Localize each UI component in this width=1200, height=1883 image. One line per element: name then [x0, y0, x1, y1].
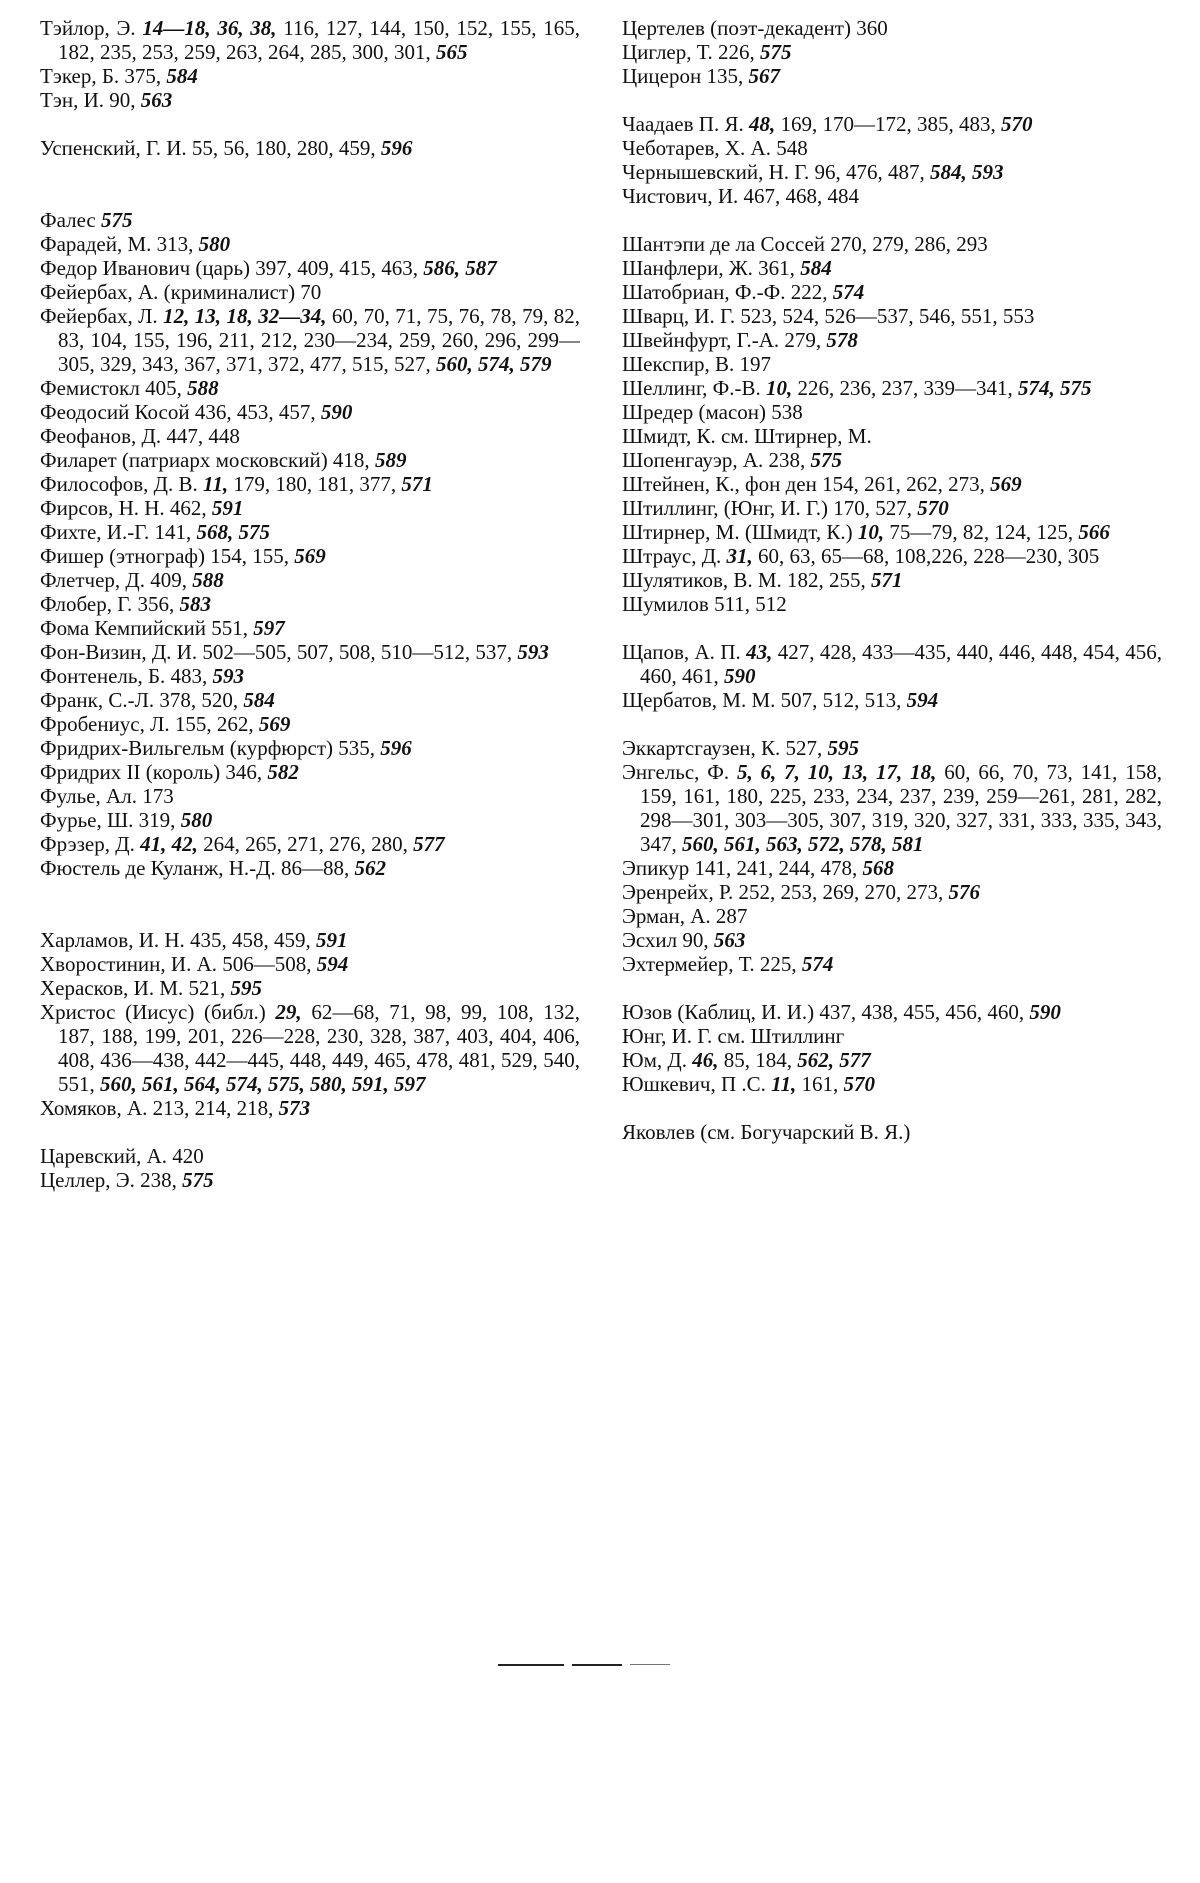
index-entry: Фейербах, Л. 12, 13, 18, 32—34, 60, 70, 71, 75, 76, 78, 79, 82, 83, 104, 155, 196, 211, 212, 230—234, 259, 260, 296, 299—305, 329, 343, 367, 371, 372, 477, 515, 527, 560, 574, 579 — [40, 304, 581, 376]
index-entry: Шопенгауэр, А. 238, 575 — [622, 448, 843, 472]
index-entry: Швейнфурт, Г.-А. 279, 578 — [622, 328, 858, 352]
index-entry: Тэкер, Б. 375, 584 — [40, 64, 198, 88]
index-entry: Тэн, И. 90, 563 — [40, 88, 173, 112]
index-entry: Чистович, И. 467, 468, 484 — [622, 184, 859, 208]
index-entry: Шанфлери, Ж. 361, 584 — [622, 256, 832, 280]
index-entry: Штраус, Д. 31, 60, 63, 65—68, 108,226, 228—230, 305 — [622, 544, 1100, 568]
index-entry: Штейнен, К., фон ден 154, 261, 262, 273, 569 — [622, 472, 1022, 496]
index-column-right — [622, 16, 1162, 1144]
index-entry: Шантэпи де ла Соссей 270, 279, 286, 293 — [622, 232, 988, 256]
index-entry: Юшкевич, П .С. 11, 161, 570 — [622, 1072, 875, 1096]
index-entry: Феофанов, Д. 447, 448 — [40, 424, 240, 448]
index-entry: Чернышевский, Н. Г. 96, 476, 487, 584, 593 — [622, 160, 1004, 184]
index-entry: Фонтенель, Б. 483, 593 — [40, 664, 245, 688]
index-entry: Щербатов, М. М. 507, 512, 513, 594 — [622, 688, 939, 712]
index-entry: Шмидт, К. см. Штирнер, М. — [622, 424, 872, 448]
index-entry: Чеботарев, Х. А. 548 — [622, 136, 808, 160]
index-entry: Фирсов, Н. Н. 462, 591 — [40, 496, 244, 520]
index-entry: Философов, Д. В. 11, 179, 180, 181, 377, 571 — [40, 472, 433, 496]
index-entry: Эпикур 141, 241, 244, 478, 568 — [622, 856, 894, 880]
index-entry: Эрман, А. 287 — [622, 904, 748, 928]
index-entry: Царевский, А. 420 — [40, 1144, 204, 1168]
index-entry: Харламов, И. Н. 435, 458, 459, 591 — [40, 928, 348, 952]
index-entry: Фома Кемпийский 551, 597 — [40, 616, 285, 640]
index-entry: Успенский, Г. И. 55, 56, 180, 280, 459, 596 — [40, 136, 413, 160]
index-entry: Чаадаев П. Я. 48, 169, 170—172, 385, 483, 570 — [622, 112, 1033, 136]
end-rule — [490, 1658, 690, 1672]
index-entry: Целлер, Э. 238, 575 — [40, 1168, 214, 1192]
index-entry: Цицерон 135, 567 — [622, 64, 780, 88]
index-entry: Эккартсгаузен, К. 527, 595 — [622, 736, 859, 760]
index-column-left — [40, 16, 580, 1192]
index-entry: Шредер (масон) 538 — [622, 400, 803, 424]
end-rule-segment — [572, 1664, 622, 1666]
index-entry: Эсхил 90, 563 — [622, 928, 746, 952]
index-entry: Энгельс, Ф. 5, 6, 7, 10, 13, 17, 18, 60, 66, 70, 73, 141, 158, 159, 161, 180, 225, 233, 234, 237, 239, 259—261, 281, 282, 298—301, 303—305, 307, 319, 320, 327, 331, 333, 335, 343, 347, 560, 561, 563, 572, 578, 581 — [622, 760, 1163, 856]
index-entry: Эренрейх, Р. 252, 253, 269, 270, 273, 576 — [622, 880, 981, 904]
index-entry: Тэйлор, Э. 14—18, 36, 38, 116, 127, 144, 150, 152, 155, 165, 182, 235, 253, 259, 263, 264, 285, 300, 301, 565 — [40, 16, 580, 64]
index-entry: Фарадей, М. 313, 580 — [40, 232, 231, 256]
index-entry: Хворостинин, И. А. 506—508, 594 — [40, 952, 349, 976]
index-entry: Херасков, И. М. 521, 595 — [40, 976, 263, 1000]
index-entry: Шварц, И. Г. 523, 524, 526—537, 546, 551, 553 — [622, 304, 1035, 328]
index-entry: Штирнер, М. (Шмидт, К.) 10, 75—79, 82, 124, 125, 566 — [622, 520, 1110, 544]
index-entry: Фурье, Ш. 319, 580 — [40, 808, 213, 832]
index-entry: Хомяков, А. 213, 214, 218, 573 — [40, 1096, 311, 1120]
index-entry: Штиллинг, (Юнг, И. Г.) 170, 527, 570 — [622, 496, 949, 520]
index-entry: Шеллинг, Ф.-В. 10, 226, 236, 237, 339—341, 574, 575 — [622, 376, 1092, 400]
index-entry: Шумилов 511, 512 — [622, 592, 787, 616]
index-entry: Фишер (этнограф) 154, 155, 569 — [40, 544, 326, 568]
index-entry: Фихте, И.-Г. 141, 568, 575 — [40, 520, 270, 544]
index-entry: Фулье, Ал. 173 — [40, 784, 174, 808]
index-entry: Шулятиков, В. М. 182, 255, 571 — [622, 568, 903, 592]
index-entry: Шекспир, В. 197 — [622, 352, 771, 376]
index-entry: Феодосий Косой 436, 453, 457, 590 — [40, 400, 353, 424]
index-entry: Фейербах, А. (криминалист) 70 — [40, 280, 322, 304]
index-entry: Христос (Иисус) (библ.) 29, 62—68, 71, 98, 99, 108, 132, 187, 188, 199, 201, 226—228, 230, 328, 387, 403, 404, 406, 408, 436—438, 442—445, 448, 449, 465, 478, 481, 529, 540, 551, 560, 561, 564, 574, 575, 580, 591, 597 — [40, 1000, 581, 1096]
index-entry: Фридрих-Вильгельм (курфюрст) 535, 596 — [40, 736, 412, 760]
index-entry: Шатобриан, Ф.-Ф. 222, 574 — [622, 280, 865, 304]
index-entry: Франк, С.-Л. 378, 520, 584 — [40, 688, 275, 712]
index-entry: Щапов, А. П. 43, 427, 428, 433—435, 440, 446, 448, 454, 456, 460, 461, 590 — [622, 640, 1163, 688]
index-entry: Юнг, И. Г. см. Штиллинг — [622, 1024, 845, 1048]
index-entry: Фемистокл 405, 588 — [40, 376, 219, 400]
index-entry: Фон-Визин, Д. И. 502—505, 507, 508, 510—512, 537, 593 — [40, 640, 549, 664]
end-rule-segment — [498, 1664, 564, 1666]
index-entry: Фалес 575 — [40, 208, 133, 232]
index-entry: Фрэзер, Д. 41, 42, 264, 265, 271, 276, 280, 577 — [40, 832, 445, 856]
index-entry: Фробениус, Л. 155, 262, 569 — [40, 712, 291, 736]
index-entry: Флетчер, Д. 409, 588 — [40, 568, 224, 592]
index-entry: Цертелев (поэт-декадент) 360 — [622, 16, 888, 40]
index-entry: Фюстель де Куланж, Н.-Д. 86—88, 562 — [40, 856, 386, 880]
index-entry: Филарет (патриарх московский) 418, 589 — [40, 448, 407, 472]
index-entry: Юзов (Каблиц, И. И.) 437, 438, 455, 456, 460, 590 — [622, 1000, 1061, 1024]
end-rule-segment — [630, 1664, 670, 1665]
index-entry: Яковлев (см. Богучарский В. Я.) — [622, 1120, 911, 1144]
index-entry: Флобер, Г. 356, 583 — [40, 592, 212, 616]
index-entry: Циглер, Т. 226, 575 — [622, 40, 792, 64]
index-entry: Федор Иванович (царь) 397, 409, 415, 463, 586, 587 — [40, 256, 497, 280]
index-entry: Фридрих II (король) 346, 582 — [40, 760, 299, 784]
index-entry: Эхтермейер, Т. 225, 574 — [622, 952, 834, 976]
index-entry: Юм, Д. 46, 85, 184, 562, 577 — [622, 1048, 871, 1072]
